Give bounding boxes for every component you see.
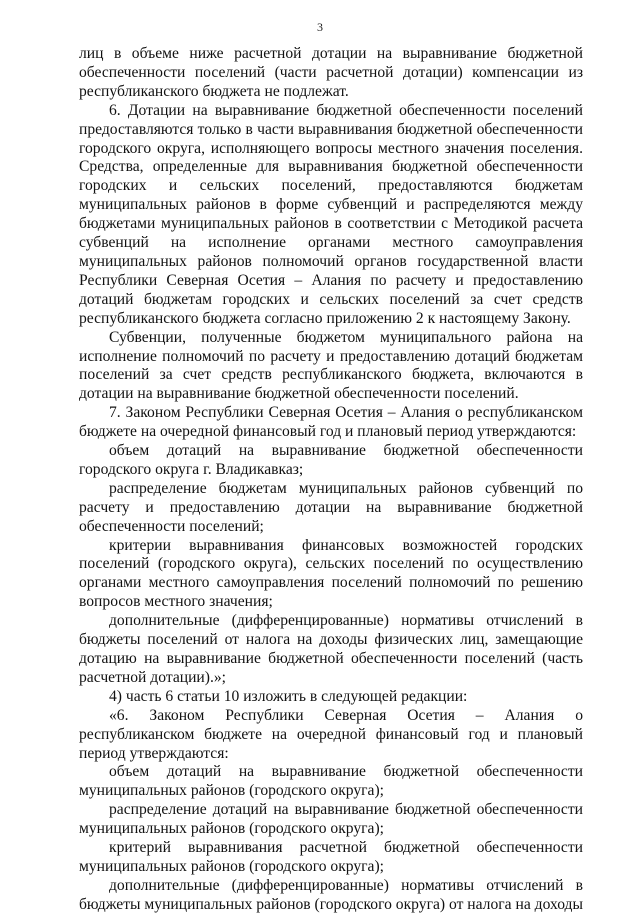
paragraph-6: 6. Дотации на выравнивание бюджетной обеспеченности поселений предоставляются только в части выравнивания бюджетной обеспеченности городского округа, исполняющего вопросы местного значения поселения. Средства, определенные для выравнивания бюджетной обеспеченности городских и сельских поселений, предоставляются бюджетам муниципальных районов в форме субвенций и распределяются между бюджетами муниципальных районов в соответствии с Методикой расчета субвенций на исполнение органами местного самоуправления муниципальных районов полномочий органов государственной власти Республики Северная Осетия – Алания по расчету и предоставлению дотаций бюджетам городских и сельских поселений за счет средств республиканского бюджета согласно приложению 2 к настоящему Закону.	[79, 101, 583, 327]
list-item-additional-norms-settlements: дополнительные (дифференцированные) нормативы отчислений в бюджеты поселений от налога на доходы физических лиц, замещающие дотацию на выравнивание бюджетной обеспеченности поселений (часть расчетной дотации).»;	[79, 612, 583, 686]
paragraph-subventions: Субвенции, полученные бюджетом муниципального района на исполнение полномочий по расчету и предоставлению дотаций бюджетам поселений за счет средств республиканского бюджета, включаются в дотации на выравнивание бюджетной обеспеченности поселений.	[79, 328, 583, 403]
page-number: 3	[317, 20, 323, 34]
document-body	[79, 45, 583, 915]
list-item-volume-vladikavkaz: объем дотаций на выравнивание бюджетной обеспеченности городского округа г. Владикавказ;	[79, 442, 583, 478]
list-item-volume-districts: объем дотаций на выравнивание бюджетной обеспеченности муниципальных районов (городского округа);	[79, 763, 583, 800]
list-item-criteria-equalization: критерии выравнивания финансовых возможностей городских поселений (городского округа), сельских поселений по осуществлению органами местного самоуправления поселений полномочий по решению вопросов местного значения;	[79, 536, 583, 611]
list-item-additional-norms-districts: дополнительные (дифференцированные) нормативы отчислений в бюджеты муниципальных районов (городского округа) от налога на доходы	[79, 876, 583, 913]
list-item-distribution-subventions: распределение бюджетам муниципальных районов субвенций по расчету и предоставлению дотации на выравнивание бюджетной обеспеченности поселений;	[79, 479, 583, 535]
paragraph-continuation: лиц в объеме ниже расчетной дотации на выравнивание бюджетной обеспеченности поселений (части расчетной дотации) компенсации из республиканского бюджета не подлежат.	[79, 45, 583, 100]
amendment-point-4: 4) часть 6 статьи 10 изложить в следующей редакции:	[109, 687, 468, 705]
amendment-part-6: «6. Законом Республики Северная Осетия – Алания о республиканском бюджете на очередной финансовый год и плановый период утверждаются:	[79, 706, 583, 762]
list-item-distribution-districts: распределение дотаций на выравнивание бюджетной обеспеченности муниципальных районов (городского округа);	[79, 801, 583, 838]
paragraph-7: 7. Законом Республики Северная Осетия – Алания о республиканском бюджете на очередной финансовый год и плановый период утверждаются:	[79, 404, 583, 441]
list-item-criterion-districts: критерий выравнивания расчетной бюджетной обеспеченности муниципальных районов (городского округа);	[79, 839, 583, 875]
